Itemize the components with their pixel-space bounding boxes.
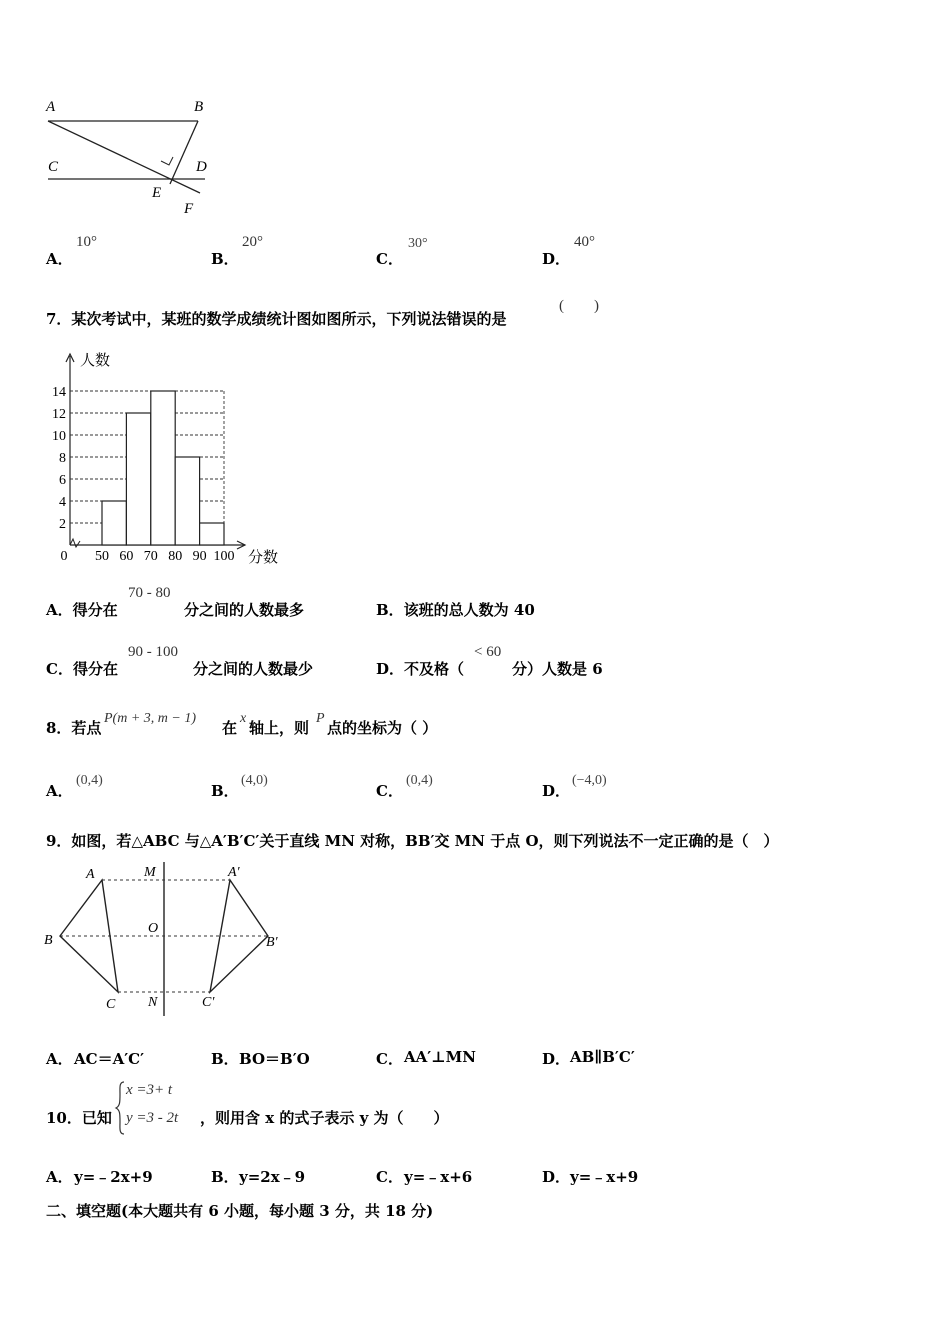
q6-option-d-letter[interactable]: D． bbox=[542, 250, 571, 268]
q6-option-a-value: 10° bbox=[76, 234, 97, 250]
label-B: B bbox=[44, 933, 53, 948]
bar-80-90 bbox=[175, 457, 199, 545]
brace-icon bbox=[114, 1080, 126, 1136]
q9-option-a-letter[interactable]: A． bbox=[46, 1050, 73, 1068]
bar-50-60 bbox=[102, 501, 126, 545]
q8-stem-d: 点的坐标为（ ） bbox=[327, 719, 438, 737]
q10-option-d-value: y=﹣x+9 bbox=[570, 1168, 639, 1186]
y-axis-label: 人数 bbox=[80, 353, 111, 369]
label-N: N bbox=[148, 995, 158, 1010]
y-tick-label: 6 bbox=[59, 473, 66, 488]
q9-option-b-value: BO＝B′O bbox=[239, 1050, 310, 1068]
x-tick-label: 70 bbox=[143, 549, 158, 564]
q8-option-d-value: (−4,0) bbox=[572, 773, 607, 788]
q8-stem-a: 8．若点 bbox=[46, 719, 102, 737]
q7-option-d-tail: 分）人数是 6 bbox=[512, 660, 603, 678]
q8-option-a-value: (0,4) bbox=[76, 773, 103, 788]
q7-paren: ( ) bbox=[559, 298, 599, 314]
q7-option-a-letter[interactable]: A．得分在 bbox=[46, 601, 118, 619]
q10-eq2: y =3 - 2t bbox=[126, 1110, 179, 1126]
q8-stem-c: 轴上，则 bbox=[249, 719, 310, 737]
x-tick-label: 100 bbox=[213, 549, 235, 564]
section-2-title: 二、填空题(本大题共有 6 小题，每小题 3 分，共 18 分) bbox=[46, 1202, 434, 1220]
label-E: E bbox=[152, 185, 162, 201]
q10-option-c-letter[interactable]: C． bbox=[376, 1168, 403, 1186]
q8-option-a-letter[interactable]: A． bbox=[46, 782, 73, 800]
bar-70-80 bbox=[151, 391, 175, 545]
q6-option-b-letter[interactable]: B． bbox=[211, 250, 239, 268]
q9-option-d-letter[interactable]: D． bbox=[542, 1050, 571, 1068]
x-axis-label: 分数 bbox=[248, 550, 279, 566]
label-F: F bbox=[184, 201, 194, 217]
q7-option-a-range: 70 - 80 bbox=[128, 585, 171, 601]
q8-p: P bbox=[316, 711, 325, 726]
q9-option-c-value: AA′⊥MN bbox=[404, 1048, 476, 1066]
q8-option-b-letter[interactable]: B． bbox=[211, 782, 239, 800]
label-C: C bbox=[48, 159, 59, 175]
q10-option-c-value: y=﹣x+6 bbox=[404, 1168, 473, 1186]
x-tick-label: 60 bbox=[119, 549, 134, 564]
q10-option-b-value: y=2x﹣9 bbox=[239, 1168, 306, 1186]
y-tick-label: 4 bbox=[59, 495, 66, 510]
q9-option-b-letter[interactable]: B． bbox=[211, 1050, 239, 1068]
q7-option-c-tail: 分之间的人数最少 bbox=[193, 660, 314, 678]
q9-option-a-value: AC＝A′C′ bbox=[74, 1050, 145, 1068]
q8-point: P(m + 3, m − 1) bbox=[104, 711, 196, 726]
axis-break bbox=[70, 539, 80, 547]
label-B: B bbox=[194, 99, 204, 115]
label-A: A bbox=[46, 99, 56, 115]
label-C-prime: C′ bbox=[202, 995, 215, 1010]
y-tick-label: 10 bbox=[52, 429, 66, 444]
q10-stem-b: ，则用含 x 的式子表示 y 为（ ） bbox=[200, 1109, 449, 1127]
y-tick-label: 14 bbox=[52, 385, 66, 400]
q9-option-c-letter[interactable]: C． bbox=[376, 1050, 403, 1068]
q9-stem: 9．如图，若△ABC 与△A′B′C′关于直线 MN 对称，BB′交 MN 于点 O，则下列说法不一定正确的是（ ） bbox=[46, 832, 779, 850]
bar-60-70 bbox=[126, 413, 150, 545]
label-A-prime: A′ bbox=[228, 865, 240, 880]
q6-option-d-value: 40° bbox=[574, 234, 595, 250]
label-B-prime: B′ bbox=[266, 935, 278, 950]
x-tick-label: 50 bbox=[95, 549, 109, 564]
q10-option-d-letter[interactable]: D． bbox=[542, 1168, 571, 1186]
x-tick-label: 90 bbox=[192, 549, 207, 564]
y-tick-label: 2 bbox=[59, 517, 66, 532]
q10-stem-a: 10．已知 bbox=[46, 1109, 112, 1127]
symmetry-figure-q9 bbox=[40, 858, 290, 1023]
y-tick-label: 8 bbox=[59, 451, 66, 466]
q10-option-a-value: y=﹣2x+9 bbox=[74, 1168, 153, 1186]
q10-eq1: x =3+ t bbox=[126, 1082, 173, 1098]
q7-option-c-letter[interactable]: C．得分在 bbox=[46, 660, 118, 678]
q8-option-b-value: (4,0) bbox=[241, 773, 268, 788]
label-C: C bbox=[106, 997, 116, 1012]
histogram-q7 bbox=[40, 348, 300, 570]
q7-option-d-range: < 60 bbox=[474, 644, 502, 660]
q6-option-c-value: 30° bbox=[408, 236, 428, 251]
q9-option-d-value: AB∥B′C′ bbox=[570, 1048, 635, 1066]
q7-option-b[interactable]: B．该班的总人数为 40 bbox=[376, 601, 535, 619]
label-D: D bbox=[196, 159, 207, 175]
x-tick-label: 80 bbox=[168, 549, 183, 564]
q8-axis: x bbox=[240, 711, 247, 726]
q8-option-c-letter[interactable]: C． bbox=[376, 782, 403, 800]
bar-90-100 bbox=[200, 523, 224, 545]
q7-option-d-letter[interactable]: D．不及格（ bbox=[376, 660, 465, 678]
q7-option-c-range: 90 - 100 bbox=[128, 644, 178, 660]
y-tick-label: 12 bbox=[52, 407, 66, 422]
q7-option-a-tail: 分之间的人数最多 bbox=[184, 601, 305, 619]
x-tick-label: 0 bbox=[60, 549, 68, 564]
q6-option-c-letter[interactable]: C． bbox=[376, 250, 403, 268]
q6-option-b-value: 20° bbox=[242, 234, 263, 250]
q10-option-a-letter[interactable]: A． bbox=[46, 1168, 73, 1186]
q8-option-c-value: (0,4) bbox=[406, 773, 433, 788]
geometry-figure-q6 bbox=[40, 95, 230, 220]
q8-stem-b: 在 bbox=[222, 719, 238, 737]
q7-stem: 7．某次考试中，某班的数学成绩统计图如图所示，下列说法错误的是 bbox=[46, 310, 507, 328]
label-O: O bbox=[148, 921, 159, 936]
label-A: A bbox=[86, 867, 95, 882]
q10-option-b-letter[interactable]: B． bbox=[211, 1168, 239, 1186]
label-M: M bbox=[144, 865, 156, 880]
q6-option-a-letter[interactable]: A． bbox=[46, 250, 73, 268]
q8-option-d-letter[interactable]: D． bbox=[542, 782, 571, 800]
